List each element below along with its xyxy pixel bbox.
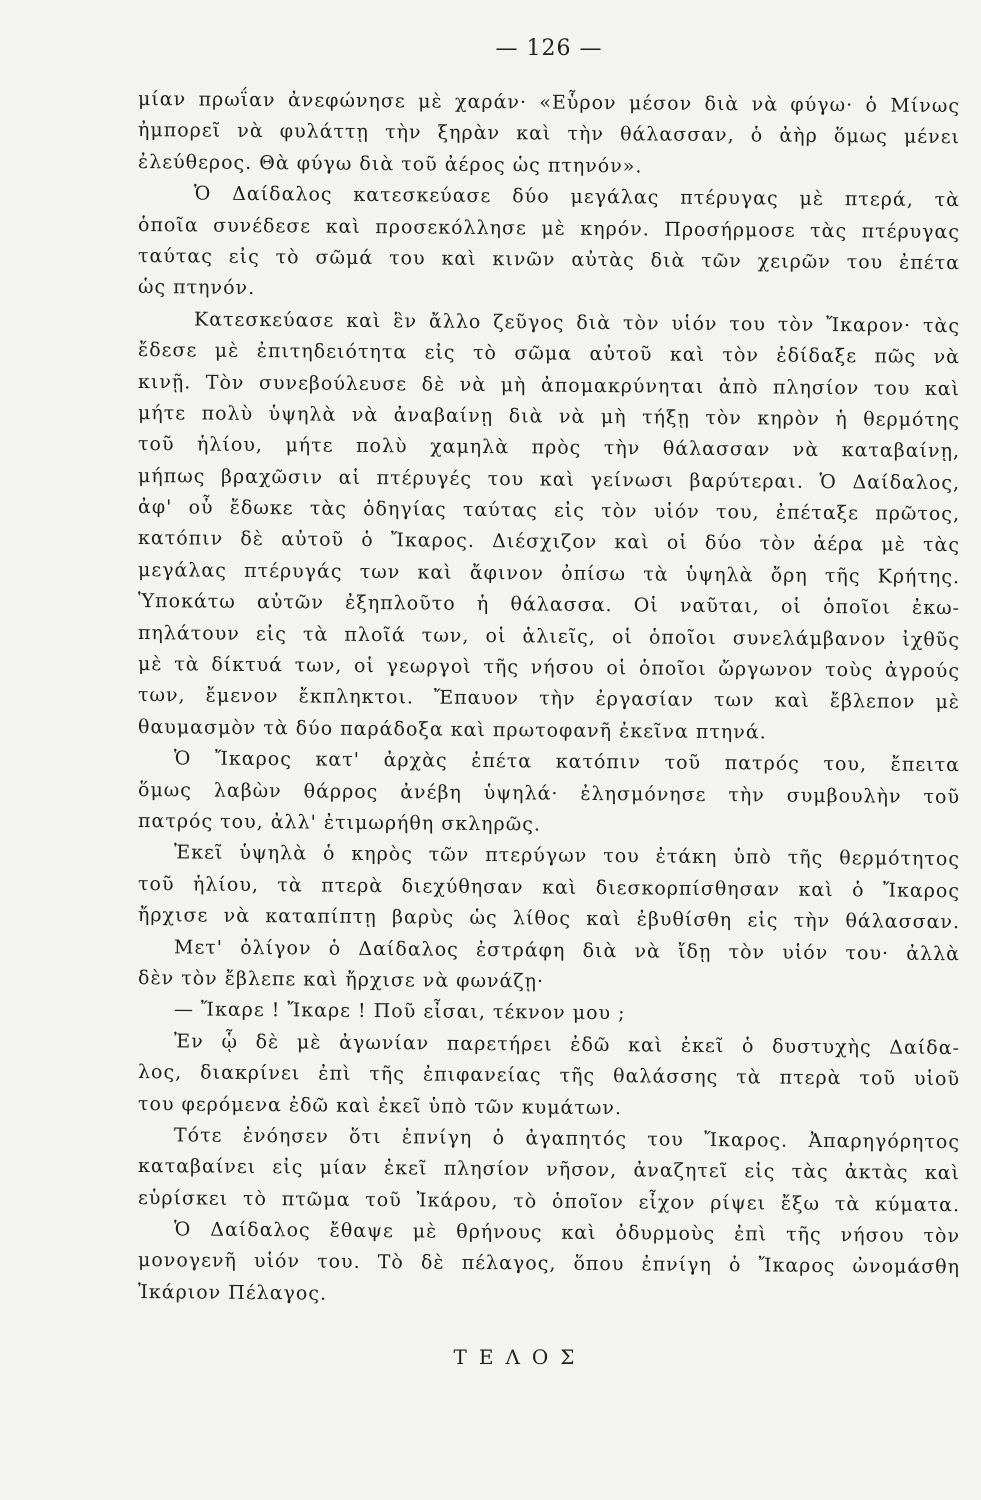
text-line: των, ἔμενον ἔκπληκτοι. Ἔπαυον τὴν ἐργασίαν των καὶ ἔβλεπον μὲ bbox=[138, 684, 960, 714]
text-line: ἀφ' οὗ ἔδωκε τὰς ὁδηγίας ταύτας εἰς τὸν υἱόν του, ἐπέταξε πρῶτος, bbox=[138, 496, 960, 526]
text-line: Κατεσκεύασε καὶ ἓν ἄλλο ζεῦγος διὰ τὸν υἱόν του τὸν Ἴκαρον· τὰς bbox=[194, 308, 960, 337]
text-line: ἐλεύθερος. Θὰ φύγω διὰ τοῦ ἀέρος ὡς πτηνόν». bbox=[138, 150, 643, 178]
text-line: ἤρχισε νὰ καταπίπτῃ βαρὺς ὡς λίθος καὶ ἐβυθίσθη εἰς τὴν θάλασσαν. bbox=[138, 904, 960, 934]
text-line: Ἰκάριον Πέλαγος. bbox=[138, 1280, 328, 1305]
text-line: μήπως βραχῶσιν αἱ πτέρυγές του καὶ γείνωσι βαρύτεραι. Ὁ Δαίδαλος, bbox=[138, 464, 960, 494]
text-line: πηλάτουν εἰς τὰ πλοῖά των, οἱ ἁλιεῖς, οἱ ὁποῖοι συνελάμβανον ἰχθῦς bbox=[138, 621, 960, 651]
text-line: Τότε ἐνόησεν ὅτι ἐπνίγη ὁ ἀγαπητός του Ἴκαρος. Ἀπαρηγόρητος bbox=[174, 1124, 960, 1154]
text-line: ταύτας εἰς τὸ σῶμά του καὶ κινῶν αὐτὰς διὰ τῶν χειρῶν του ἐπέτα bbox=[138, 244, 960, 275]
paragraph bbox=[138, 1120, 960, 1221]
text-line: λος, διακρίνει ἐπὶ τῆς ἐπιφανείας τῆς θαλάσσης τὰ πτερὰ τοῦ υἱοῦ bbox=[138, 1061, 960, 1091]
text-line: μὲ τὰ δίκτυά των, οἱ γεωργοὶ τῆς νήσου οἱ ὁποῖοι ὤργωνον τοὺς ἀγρούς bbox=[138, 653, 960, 683]
text-line: Ἐν ᾧ δὲ μὲ ἀγωνίαν παρετήρει ἐδῶ καὶ ἐκεῖ ὁ δυστυχὴς Δαίδα- bbox=[174, 1030, 960, 1059]
text-line: μήτε πολὺ ὑψηλὰ νὰ ἀναβαίνῃ διὰ νὰ μὴ τήξῃ τὸν κηρὸν ἡ θερμότης bbox=[138, 401, 960, 432]
paragraph bbox=[138, 743, 960, 844]
text-line: ὅμως λαβὼν θάρρος ἀνέβη ὑψηλά· ἐλησμόνησε τὴν συμβουλὴν τοῦ bbox=[138, 778, 960, 808]
text-line: Ὁ Ἴκαρος κατ' ἀρχὰς ἐπέτα κατόπιν τοῦ πατρός του, ἔπειτα bbox=[174, 747, 960, 777]
body-text bbox=[138, 84, 960, 1315]
paragraph bbox=[138, 304, 960, 751]
text-line: ὡς πτηνόν. bbox=[138, 276, 256, 300]
text-line: Ὁ Δαίδαλος ἔθαψε μὲ θρήνους καὶ ὀδυρμοὺς ἐπὶ τῆς νήσου τὸν bbox=[174, 1218, 960, 1248]
text-line: ἔδεσε μὲ ἐπιτηδειότητα εἰς τὸ σῶμα αὐτοῦ καὶ τὸν ἐδίδαξε πῶς νὰ bbox=[138, 339, 960, 369]
text-line: θαυμασμὸν τὰ δύο παράδοξα καὶ πρωτοφανῆ ἐκεῖνα πτηνά. bbox=[138, 715, 767, 744]
paragraph bbox=[138, 837, 960, 938]
text-line: Ἐκεῖ ὑψηλὰ ὁ κηρὸς τῶν πτερύγων του ἐτάκη ὑπὸ τῆς θερμότητος bbox=[174, 841, 960, 871]
paragraph bbox=[138, 1214, 960, 1315]
text-line: κατόπιν δὲ αὐτοῦ ὁ Ἴκαρος. Διέσχιζον καὶ οἱ δύο τὸν ἀέρα μὲ τὰς bbox=[138, 527, 960, 557]
text-line: κινῇ. Τὸν συνεβούλευσε δὲ νὰ μὴ ἀπομακρύνηται ἀπὸ πλησίον του καὶ bbox=[138, 370, 960, 400]
text-line: εὑρίσκει τὸ πτῶμα τοῦ Ἰκάρου, τὸ ὁποῖον εἶχον ρίψει ἔξω τὰ κύματα. bbox=[138, 1186, 960, 1216]
end-mark: ΤΕΛΟΣ bbox=[453, 1345, 587, 1369]
text-line: τοῦ ἡλίου, τὰ πτερὰ διεχύθησαν καὶ διεσκορπίσθησαν καὶ ὁ Ἴκαρος bbox=[138, 872, 960, 902]
paragraph bbox=[138, 84, 960, 185]
text-line: Μετ' ὀλίγον ὁ Δαίδαλος ἐστράφη διὰ νὰ ἴδῃ τὸν υἱόν του· ἀλλὰ bbox=[174, 935, 960, 965]
text-line: ἠμπορεῖ νὰ φυλάττῃ τὴν ξηρὰν καὶ τὴν θάλασσαν, ὁ ἀὴρ ὅμως μένει bbox=[138, 119, 960, 149]
text-line: — Ἴκαρε ! Ἴκαρε ! Ποῦ εἶσαι, τέκνον μου ; bbox=[174, 998, 626, 1025]
text-line: του φερόμενα ἐδῶ καὶ ἐκεῖ ὑπὸ τῶν κυμάτων. bbox=[138, 1092, 622, 1119]
text-line: καταβαίνει εἰς μίαν ἐκεῖ πλησίον νῆσον, ἀναζητεῖ εἰς τὰς ἀκτὰς καὶ bbox=[138, 1155, 960, 1185]
paragraph bbox=[138, 932, 960, 1002]
text-line: τοῦ ἡλίου, μήτε πολὺ χαμηλὰ πρὸς τὴν θάλασσαν νὰ καταβαίνῃ, bbox=[138, 433, 960, 463]
text-line: μεγάλας πτέρυγάς των καὶ ἄφινον ὀπίσω τὰ ὑψηλὰ ὄρη τῆς Κρήτης. bbox=[138, 558, 960, 589]
text-line: μονογενῆ υἱόν του. Τὸ δὲ πέλαγος, ὅπου ἐπνίγη ὁ Ἴκαρος ὠνομάσθη bbox=[138, 1249, 960, 1279]
paragraph bbox=[138, 178, 960, 311]
text-line: Ὁ Δαίδαλος κατεσκεύασε δύο μεγάλας πτέρυγας μὲ πτερά, τὰ bbox=[194, 182, 960, 212]
text-line: δὲν τὸν ἔβλεπε καὶ ἤρχισε νὰ φωνάζῃ· bbox=[138, 966, 545, 993]
paragraph bbox=[138, 1026, 960, 1127]
text-line: πατρός του, ἀλλ' ἐτιμωρήθη σκληρῶς. bbox=[138, 809, 541, 836]
page-number: — 126 — bbox=[495, 36, 603, 61]
text-line: ὁποῖα συνέδεσε καὶ προσεκόλλησε μὲ κηρόν. Προσήρμοσε τὰς πτέρυγας bbox=[138, 213, 960, 243]
text-line: μίαν πρωΐαν ἀνεφώνησε μὲ χαράν· «Εὗρον μέσον διὰ νὰ φύγω· ὁ Μίνως bbox=[138, 88, 960, 118]
text-line: Ὑποκάτω αὐτῶν ἐξηπλοῦτο ἡ θάλασσα. Οἱ ναῦται, οἱ ὁποῖοι ἐκω- bbox=[138, 590, 960, 620]
